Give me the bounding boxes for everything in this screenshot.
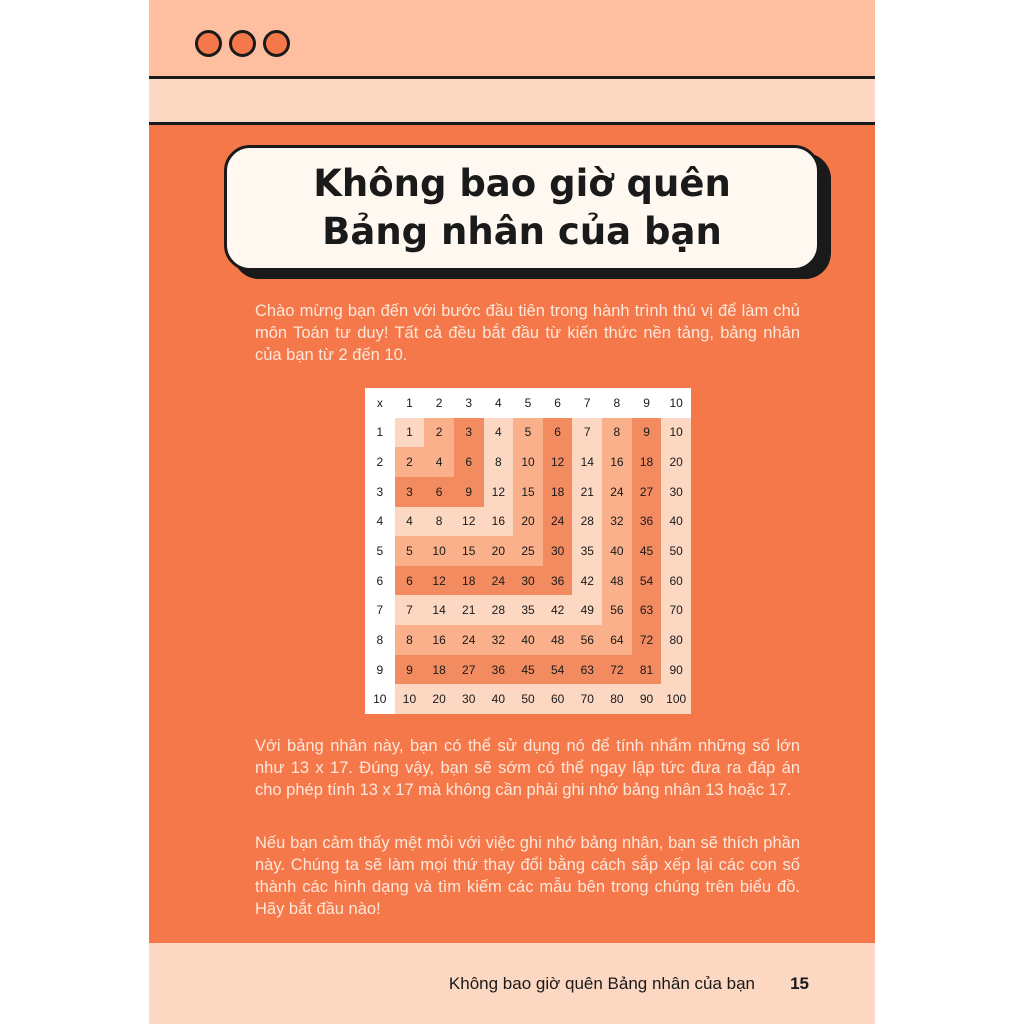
table-cell: 80 <box>602 684 632 714</box>
table-cell: 30 <box>513 566 543 596</box>
book-page <box>149 0 875 1024</box>
table-cell: 1 <box>406 395 413 410</box>
sub-band <box>149 79 875 125</box>
table-cell: 70 <box>572 684 602 714</box>
table-cell: 9 <box>454 477 484 507</box>
table-cell: 6 <box>554 395 561 410</box>
table-cell: 54 <box>632 566 662 596</box>
circle-dot-icon <box>195 30 222 57</box>
table-cell: 36 <box>543 566 573 596</box>
table-cell: 3 <box>376 484 384 499</box>
table-cell: 7 <box>395 595 425 625</box>
table-cell: 10 <box>513 447 543 477</box>
table-cell: 18 <box>632 447 662 477</box>
table-cell: 48 <box>602 566 632 596</box>
table-cell: 28 <box>484 595 514 625</box>
table-cell: 9 <box>632 418 662 448</box>
table-cell: 4 <box>495 395 502 410</box>
table-cell: 24 <box>602 477 632 507</box>
table-cell: 4 <box>424 447 454 477</box>
table-cell: 60 <box>543 684 573 714</box>
title-line-2: Bảng nhân của bạn <box>322 210 722 253</box>
table-cell: 90 <box>661 655 691 685</box>
table-cell: 8 <box>602 418 632 448</box>
table-cell: 10 <box>661 418 691 448</box>
table-cell: 49 <box>572 595 602 625</box>
table-cell: 40 <box>661 507 691 537</box>
table-cell: 7 <box>583 395 591 410</box>
table-cell: 24 <box>543 507 573 537</box>
table-cell: 25 <box>513 536 543 566</box>
table-cell: 50 <box>661 536 691 566</box>
table-cell: 15 <box>513 477 543 507</box>
table-cell: 24 <box>454 625 484 655</box>
table-cell: 20 <box>513 507 543 537</box>
table-cell: 30 <box>543 536 573 566</box>
title-box <box>224 145 820 271</box>
table-cell: 80 <box>661 625 691 655</box>
table-cell: 60 <box>661 566 691 596</box>
table-cell: 7 <box>572 418 602 448</box>
table-cell: 2 <box>424 418 454 448</box>
table-cell: 18 <box>543 477 573 507</box>
table-cell: 10 <box>669 395 683 410</box>
table-cell: 7 <box>376 603 384 618</box>
table-cell: 8 <box>395 625 425 655</box>
table-cell: 30 <box>661 477 691 507</box>
table-cell: 4 <box>484 418 514 448</box>
circle-dot-icon <box>263 30 290 57</box>
table-cell: 10 <box>373 692 387 707</box>
intro-paragraph: Chào mừng bạn đến với bước đầu tiên trong hành trình thú vị để làm chủ môn Toán tư duy! Tất cả đều bắt đầu từ kiến thức nền tảng, bảng nhân của bạn từ 2 đến 10. <box>255 302 800 364</box>
table-cell: 10 <box>424 536 454 566</box>
table-cell: 40 <box>602 536 632 566</box>
table-cell: 8 <box>376 632 384 647</box>
table-cell: 9 <box>395 655 425 685</box>
footer-title: Không bao giờ quên Bảng nhân của bạn <box>448 974 755 993</box>
circle-dot-icon <box>229 30 256 57</box>
table-cell: 28 <box>572 507 602 537</box>
table-cell: 32 <box>484 625 514 655</box>
table-cell: 8 <box>424 507 454 537</box>
table-cell: 6 <box>543 418 573 448</box>
table-cell: 18 <box>454 566 484 596</box>
table-cell: 20 <box>424 684 454 714</box>
title-line-1: Không bao giờ quên <box>313 162 731 205</box>
table-cell: 3 <box>454 418 484 448</box>
table-cell: 63 <box>632 595 662 625</box>
table-cell: 20 <box>484 536 514 566</box>
table-cell: 6 <box>424 477 454 507</box>
table-cell: 2 <box>435 395 443 410</box>
table-cell: 54 <box>543 655 573 685</box>
table-cell: 40 <box>513 625 543 655</box>
table-cell: 45 <box>513 655 543 685</box>
table-cell: 15 <box>454 536 484 566</box>
table-cell: 16 <box>484 507 514 537</box>
table-cell: 10 <box>395 684 425 714</box>
table-cell: 72 <box>632 625 662 655</box>
table-cell: 6 <box>376 573 384 588</box>
table-cell: 4 <box>376 514 384 529</box>
table-cell: 16 <box>602 447 632 477</box>
table-cell: 20 <box>661 447 691 477</box>
top-band <box>149 0 875 79</box>
table-cell: 2 <box>395 447 425 477</box>
table-cell: 12 <box>424 566 454 596</box>
table-cell: 5 <box>513 418 543 448</box>
table-cell: 63 <box>572 655 602 685</box>
table-cell: 35 <box>572 536 602 566</box>
body-paragraph-1: Với bảng nhân này, bạn có thể sử dụng nó để tính nhẩm những số lớn như 13 x 17. Đúng vậy, bạn sẽ sớm có thể ngay lập tức đưa ra đáp án cho phép tính 13 x 17 mà không cần phải ghi nhớ bảng nhân 13 hoặc 17. <box>255 737 800 799</box>
table-cell: 3 <box>465 395 473 410</box>
body-paragraph-2: Nếu bạn cảm thấy mệt mỏi với việc ghi nhớ bảng nhân, bạn sẽ thích phần này. Chúng ta sẽ làm mọi thứ thay đổi bằng cách sắp xếp lại các con số thành các hình dạng và tìm kiếm các mẫu bên trong chúng trên biểu đồ. Hãy bắt đầu nào! <box>255 834 800 918</box>
table-cell: 56 <box>602 595 632 625</box>
table-cell: 48 <box>543 625 573 655</box>
table-cell: 45 <box>632 536 662 566</box>
table-cell: 12 <box>454 507 484 537</box>
table-cell: 6 <box>395 566 425 596</box>
table-cell: 70 <box>661 595 691 625</box>
table-cell: 32 <box>602 507 632 537</box>
page-number: 15 <box>790 974 809 993</box>
table-cell: 100 <box>661 684 691 714</box>
table-cell: 16 <box>424 625 454 655</box>
table-cell: 6 <box>454 447 484 477</box>
table-cell: x <box>376 395 383 410</box>
table-cell: 3 <box>395 477 425 507</box>
table-cell: 5 <box>524 395 532 410</box>
table-cell: 50 <box>513 684 543 714</box>
table-cell: 35 <box>513 595 543 625</box>
table-cell: 21 <box>454 595 484 625</box>
table-cell: 9 <box>643 395 650 410</box>
table-cell: 81 <box>632 655 662 685</box>
table-cell: 72 <box>602 655 632 685</box>
table-cell: 64 <box>602 625 632 655</box>
table-cell: 56 <box>572 625 602 655</box>
table-cell: 27 <box>632 477 662 507</box>
table-cell: 27 <box>454 655 484 685</box>
table-cell: 21 <box>572 477 602 507</box>
table-cell: 36 <box>632 507 662 537</box>
table-cell: 1 <box>376 425 384 440</box>
multiplication-table <box>365 388 691 714</box>
table-cell: 5 <box>376 543 384 558</box>
table-cell: 8 <box>613 395 621 410</box>
table-cell: 14 <box>424 595 454 625</box>
table-cell: 90 <box>632 684 662 714</box>
table-cell: 5 <box>395 536 425 566</box>
table-cell: 12 <box>484 477 514 507</box>
table-cell: 12 <box>543 447 573 477</box>
table-cell: 1 <box>395 418 425 448</box>
table-cell: 8 <box>484 447 514 477</box>
table-cell: 9 <box>376 662 384 677</box>
table-cell: 14 <box>572 447 602 477</box>
table-cell: 42 <box>572 566 602 596</box>
table-cell: 36 <box>484 655 514 685</box>
table-cell: 40 <box>484 684 514 714</box>
table-cell: 2 <box>376 455 384 470</box>
table-cell: 18 <box>424 655 454 685</box>
table-cell: 30 <box>454 684 484 714</box>
table-cell: 42 <box>543 595 573 625</box>
table-cell: 4 <box>395 507 425 537</box>
footer <box>149 943 875 1024</box>
table-cell: 24 <box>484 566 514 596</box>
